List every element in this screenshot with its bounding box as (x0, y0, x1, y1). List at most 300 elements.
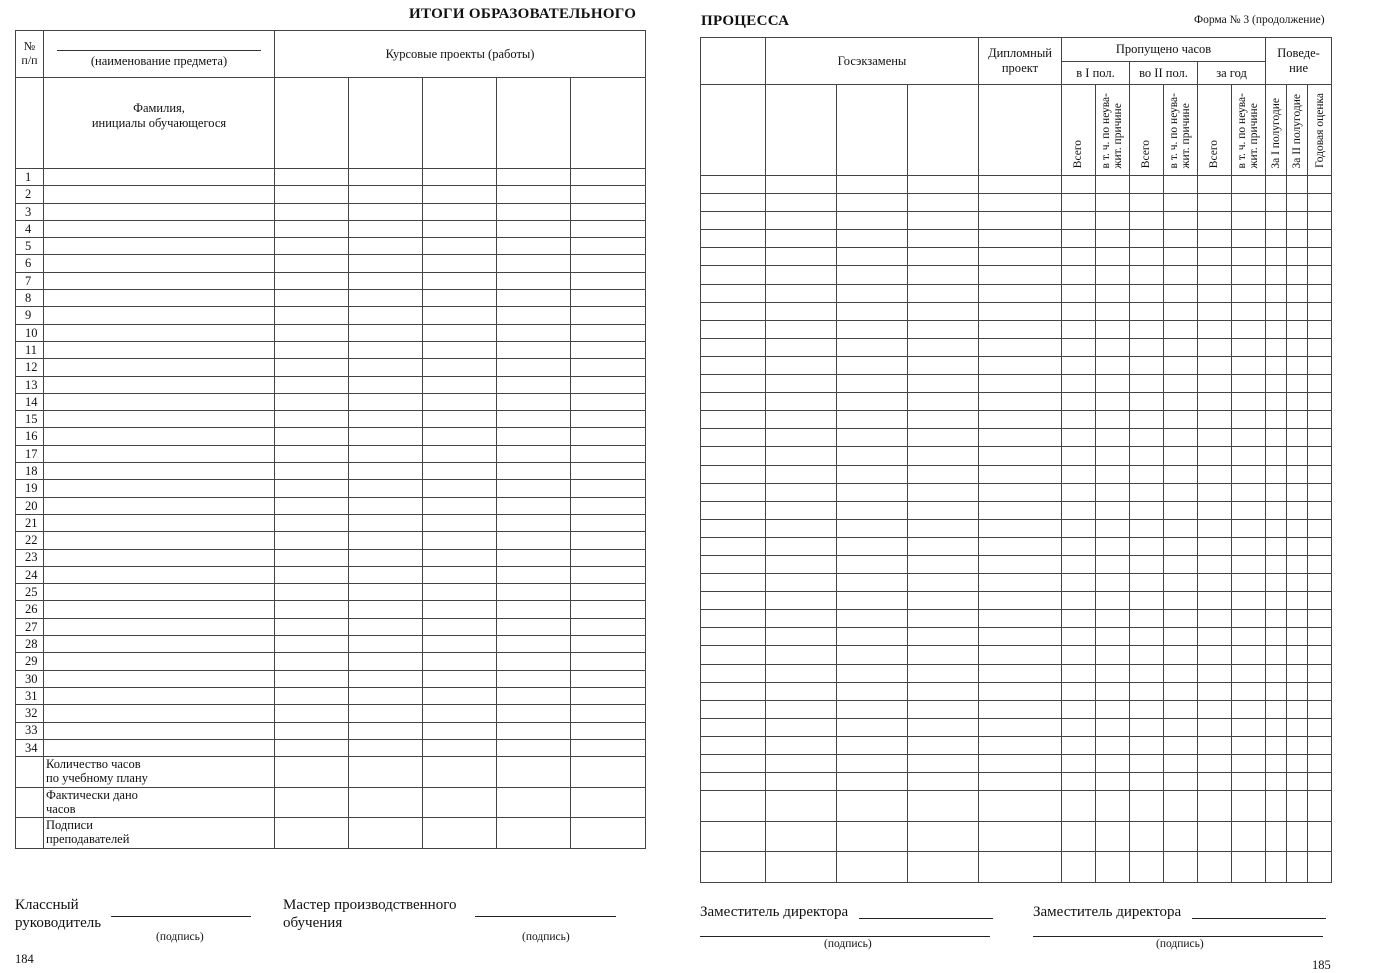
grade-cell[interactable] (1130, 302, 1164, 320)
grade-cell[interactable] (1130, 574, 1164, 592)
course-project-cell[interactable] (349, 428, 423, 445)
grade-cell[interactable] (837, 266, 908, 284)
grade-cell[interactable] (1062, 555, 1096, 573)
grade-cell[interactable] (1198, 592, 1232, 610)
grade-cell[interactable] (1130, 483, 1164, 501)
grade-cell[interactable] (1062, 852, 1096, 883)
student-name-cell[interactable] (44, 428, 275, 445)
grade-cell[interactable] (837, 736, 908, 754)
student-name-cell[interactable] (44, 169, 275, 186)
grade-cell[interactable] (1266, 574, 1287, 592)
grade-cell[interactable] (837, 519, 908, 537)
grade-cell[interactable] (1287, 248, 1308, 266)
course-project-cell[interactable] (349, 341, 423, 358)
grade-cell[interactable] (1287, 574, 1308, 592)
course-project-cell[interactable] (571, 618, 646, 635)
course-project-cell[interactable] (275, 445, 349, 462)
grade-cell[interactable] (1287, 212, 1308, 230)
grade-cell[interactable] (701, 429, 766, 447)
grade-cell[interactable] (1232, 447, 1266, 465)
grade-cell[interactable] (1198, 429, 1232, 447)
grade-cell[interactable] (837, 483, 908, 501)
course-project-cell[interactable] (497, 514, 571, 531)
grade-cell[interactable] (1096, 501, 1130, 519)
course-project-cell[interactable] (571, 272, 646, 289)
grade-cell[interactable] (1308, 248, 1332, 266)
grade-cell[interactable] (1287, 411, 1308, 429)
grade-cell[interactable] (979, 356, 1062, 374)
grade-cell[interactable] (1308, 194, 1332, 212)
course-project-cell[interactable] (497, 445, 571, 462)
course-project-cell[interactable] (275, 787, 349, 818)
grade-cell[interactable] (1096, 284, 1130, 302)
grade-cell[interactable] (1287, 483, 1308, 501)
grade-cell[interactable] (1164, 338, 1198, 356)
grade-cell[interactable] (1062, 791, 1096, 822)
grade-cell[interactable] (1130, 610, 1164, 628)
grade-cell[interactable] (908, 375, 979, 393)
course-project-cell[interactable] (423, 411, 497, 428)
grade-cell[interactable] (837, 393, 908, 411)
grade-cell[interactable] (908, 736, 979, 754)
grade-cell[interactable] (701, 411, 766, 429)
grade-cell[interactable] (1096, 555, 1130, 573)
grade-cell[interactable] (701, 266, 766, 284)
grade-cell[interactable] (1287, 537, 1308, 555)
grade-cell[interactable] (1130, 682, 1164, 700)
course-project-cell[interactable] (349, 787, 423, 818)
course-project-cell[interactable] (275, 341, 349, 358)
grade-cell[interactable] (1198, 501, 1232, 519)
grade-cell[interactable] (1232, 574, 1266, 592)
grade-cell[interactable] (1164, 320, 1198, 338)
course-project-cell[interactable] (497, 757, 571, 788)
grade-cell[interactable] (1062, 718, 1096, 736)
grade-cell[interactable] (1266, 284, 1287, 302)
grade-cell[interactable] (1062, 248, 1096, 266)
grade-cell[interactable] (1062, 736, 1096, 754)
grade-cell[interactable] (1287, 555, 1308, 573)
grade-cell[interactable] (1232, 302, 1266, 320)
grade-cell[interactable] (1096, 320, 1130, 338)
grade-cell[interactable] (1232, 375, 1266, 393)
grade-cell[interactable] (1062, 429, 1096, 447)
grade-cell[interactable] (1266, 338, 1287, 356)
grade-cell[interactable] (908, 537, 979, 555)
grade-cell[interactable] (1130, 628, 1164, 646)
course-project-cell[interactable] (349, 739, 423, 756)
grade-cell[interactable] (1198, 773, 1232, 791)
grade-cell[interactable] (979, 519, 1062, 537)
course-project-cell[interactable] (497, 566, 571, 583)
grade-cell[interactable] (1308, 519, 1332, 537)
grade-cell[interactable] (908, 320, 979, 338)
grade-cell[interactable] (1266, 791, 1287, 822)
grade-cell[interactable] (1062, 628, 1096, 646)
course-project-cell[interactable] (349, 307, 423, 324)
course-project-cell[interactable] (423, 238, 497, 255)
grade-cell[interactable] (1287, 176, 1308, 194)
grade-cell[interactable] (1287, 592, 1308, 610)
grade-cell[interactable] (1198, 555, 1232, 573)
grade-cell[interactable] (837, 700, 908, 718)
course-project-cell[interactable] (571, 359, 646, 376)
grade-cell[interactable] (1232, 411, 1266, 429)
grade-cell[interactable] (1062, 592, 1096, 610)
grade-cell[interactable] (908, 411, 979, 429)
grade-cell[interactable] (1266, 736, 1287, 754)
grade-cell[interactable] (701, 375, 766, 393)
course-project-cell[interactable] (497, 393, 571, 410)
grade-cell[interactable] (979, 447, 1062, 465)
course-project-cell[interactable] (571, 818, 646, 849)
grade-cell[interactable] (1164, 429, 1198, 447)
grade-cell[interactable] (908, 284, 979, 302)
grade-cell[interactable] (837, 411, 908, 429)
grade-cell[interactable] (1096, 537, 1130, 555)
course-project-cell[interactable] (497, 480, 571, 497)
course-project-cell[interactable] (571, 186, 646, 203)
student-name-cell[interactable] (44, 549, 275, 566)
grade-cell[interactable] (1308, 537, 1332, 555)
grade-cell[interactable] (1287, 773, 1308, 791)
course-project-cell[interactable] (349, 818, 423, 849)
grade-cell[interactable] (1164, 610, 1198, 628)
course-project-cell[interactable] (423, 818, 497, 849)
grade-cell[interactable] (837, 537, 908, 555)
student-name-cell[interactable] (44, 636, 275, 653)
grade-cell[interactable] (1266, 447, 1287, 465)
grade-cell[interactable] (1096, 411, 1130, 429)
grade-cell[interactable] (1308, 592, 1332, 610)
grade-cell[interactable] (1164, 852, 1198, 883)
grade-cell[interactable] (1198, 610, 1232, 628)
grade-cell[interactable] (701, 592, 766, 610)
course-project-cell[interactable] (275, 220, 349, 237)
grade-cell[interactable] (1130, 537, 1164, 555)
grade-cell[interactable] (979, 465, 1062, 483)
course-project-cell[interactable] (275, 272, 349, 289)
course-project-cell[interactable] (275, 636, 349, 653)
grade-cell[interactable] (1096, 592, 1130, 610)
course-project-cell[interactable] (349, 757, 423, 788)
grade-cell[interactable] (1232, 429, 1266, 447)
student-name-cell[interactable] (44, 722, 275, 739)
student-name-cell[interactable] (44, 480, 275, 497)
grade-cell[interactable] (766, 429, 837, 447)
grade-cell[interactable] (1096, 574, 1130, 592)
course-project-cell[interactable] (571, 220, 646, 237)
grade-cell[interactable] (837, 302, 908, 320)
grade-cell[interactable] (701, 501, 766, 519)
course-project-cell[interactable] (349, 601, 423, 618)
grade-cell[interactable] (1096, 212, 1130, 230)
grade-cell[interactable] (1287, 465, 1308, 483)
grade-cell[interactable] (979, 302, 1062, 320)
grade-cell[interactable] (1287, 852, 1308, 883)
grade-cell[interactable] (1062, 773, 1096, 791)
course-project-cell[interactable] (349, 445, 423, 462)
course-project-cell[interactable] (497, 78, 571, 169)
grade-cell[interactable] (1062, 465, 1096, 483)
course-project-cell[interactable] (423, 203, 497, 220)
course-project-cell[interactable] (275, 78, 349, 169)
course-project-cell[interactable] (349, 532, 423, 549)
grade-cell[interactable] (1096, 755, 1130, 773)
grade-cell[interactable] (1164, 501, 1198, 519)
student-name-cell[interactable] (44, 324, 275, 341)
deputy-director-signature-line-1b[interactable] (700, 936, 990, 937)
grade-cell[interactable] (908, 555, 979, 573)
grade-cell[interactable] (1232, 320, 1266, 338)
grade-cell[interactable] (1232, 821, 1266, 852)
grade-cell[interactable] (1198, 356, 1232, 374)
grade-cell[interactable] (1287, 375, 1308, 393)
grade-cell[interactable] (766, 791, 837, 822)
course-project-cell[interactable] (423, 739, 497, 756)
student-name-cell[interactable] (44, 220, 275, 237)
grade-cell[interactable] (837, 212, 908, 230)
grade-cell[interactable] (837, 852, 908, 883)
grade-cell[interactable] (837, 356, 908, 374)
grade-cell[interactable] (1266, 773, 1287, 791)
grade-cell[interactable] (1308, 852, 1332, 883)
grade-cell[interactable] (1198, 574, 1232, 592)
course-project-cell[interactable] (497, 238, 571, 255)
course-project-cell[interactable] (497, 376, 571, 393)
grade-cell[interactable] (1096, 852, 1130, 883)
grade-cell[interactable] (979, 411, 1062, 429)
course-project-cell[interactable] (497, 220, 571, 237)
grade-cell[interactable] (1130, 320, 1164, 338)
grade-cell[interactable] (1198, 230, 1232, 248)
grade-cell[interactable] (1130, 555, 1164, 573)
grade-cell[interactable] (837, 773, 908, 791)
student-name-cell[interactable] (44, 203, 275, 220)
grade-cell[interactable] (1062, 176, 1096, 194)
grade-cell[interactable] (701, 773, 766, 791)
student-name-cell[interactable] (44, 238, 275, 255)
grade-cell[interactable] (1130, 465, 1164, 483)
grade-cell[interactable] (1096, 646, 1130, 664)
course-project-cell[interactable] (571, 670, 646, 687)
grade-cell[interactable] (1062, 755, 1096, 773)
grade-cell[interactable] (701, 176, 766, 194)
grade-cell[interactable] (1198, 483, 1232, 501)
course-project-cell[interactable] (275, 238, 349, 255)
course-project-cell[interactable] (497, 532, 571, 549)
grade-cell[interactable] (837, 447, 908, 465)
course-project-cell[interactable] (571, 739, 646, 756)
course-project-cell[interactable] (423, 272, 497, 289)
grade-cell[interactable] (1232, 266, 1266, 284)
grade-cell[interactable] (1287, 320, 1308, 338)
grade-cell[interactable] (1062, 393, 1096, 411)
grade-cell[interactable] (1164, 356, 1198, 374)
grade-cell[interactable] (1130, 356, 1164, 374)
grade-cell[interactable] (1164, 773, 1198, 791)
grade-cell[interactable] (837, 375, 908, 393)
grade-cell[interactable] (701, 555, 766, 573)
grade-cell[interactable] (1198, 736, 1232, 754)
grade-cell[interactable] (1308, 646, 1332, 664)
grade-cell[interactable] (1266, 375, 1287, 393)
grade-cell[interactable] (1062, 700, 1096, 718)
course-project-cell[interactable] (349, 463, 423, 480)
grade-cell[interactable] (1164, 284, 1198, 302)
course-project-cell[interactable] (423, 186, 497, 203)
course-project-cell[interactable] (571, 584, 646, 601)
grade-cell[interactable] (701, 736, 766, 754)
grade-cell[interactable] (1232, 610, 1266, 628)
course-project-cell[interactable] (423, 445, 497, 462)
course-project-cell[interactable] (349, 514, 423, 531)
grade-cell[interactable] (701, 628, 766, 646)
course-project-cell[interactable] (571, 757, 646, 788)
grade-cell[interactable] (1130, 821, 1164, 852)
grade-cell[interactable] (1062, 284, 1096, 302)
course-project-cell[interactable] (349, 78, 423, 169)
course-project-cell[interactable] (571, 376, 646, 393)
grade-cell[interactable] (837, 248, 908, 266)
course-project-cell[interactable] (275, 549, 349, 566)
course-project-cell[interactable] (275, 653, 349, 670)
grade-cell[interactable] (766, 465, 837, 483)
course-project-cell[interactable] (275, 584, 349, 601)
grade-cell[interactable] (1164, 230, 1198, 248)
grade-cell[interactable] (1266, 212, 1287, 230)
grade-cell[interactable] (1130, 375, 1164, 393)
grade-cell[interactable] (837, 755, 908, 773)
grade-cell[interactable] (1096, 194, 1130, 212)
grade-cell[interactable] (1287, 682, 1308, 700)
grade-cell[interactable] (766, 773, 837, 791)
grade-cell[interactable] (1164, 411, 1198, 429)
course-project-cell[interactable] (423, 78, 497, 169)
grade-cell[interactable] (1308, 755, 1332, 773)
grade-cell[interactable] (908, 338, 979, 356)
grade-cell[interactable] (908, 682, 979, 700)
grade-cell[interactable] (1096, 176, 1130, 194)
grade-cell[interactable] (1062, 537, 1096, 555)
grade-cell[interactable] (1266, 519, 1287, 537)
grade-cell[interactable] (1096, 429, 1130, 447)
course-project-cell[interactable] (497, 787, 571, 818)
course-project-cell[interactable] (571, 636, 646, 653)
grade-cell[interactable] (1266, 266, 1287, 284)
course-project-cell[interactable] (497, 341, 571, 358)
grade-cell[interactable] (979, 537, 1062, 555)
course-project-cell[interactable] (275, 670, 349, 687)
grade-cell[interactable] (1164, 736, 1198, 754)
course-project-cell[interactable] (275, 203, 349, 220)
grade-cell[interactable] (766, 501, 837, 519)
course-project-cell[interactable] (497, 169, 571, 186)
grade-cell[interactable] (1232, 483, 1266, 501)
grade-cell[interactable] (1198, 821, 1232, 852)
grade-cell[interactable] (1096, 610, 1130, 628)
course-project-cell[interactable] (497, 653, 571, 670)
grade-cell[interactable] (1308, 393, 1332, 411)
course-project-cell[interactable] (571, 653, 646, 670)
grade-cell[interactable] (979, 555, 1062, 573)
course-project-cell[interactable] (275, 514, 349, 531)
course-project-cell[interactable] (571, 307, 646, 324)
grade-cell[interactable] (837, 194, 908, 212)
grade-cell[interactable] (979, 212, 1062, 230)
grade-cell[interactable] (1232, 555, 1266, 573)
grade-cell[interactable] (1198, 176, 1232, 194)
grade-cell[interactable] (766, 664, 837, 682)
course-project-cell[interactable] (349, 359, 423, 376)
course-project-cell[interactable] (423, 324, 497, 341)
grade-cell[interactable] (701, 393, 766, 411)
grade-cell[interactable] (1062, 664, 1096, 682)
course-project-cell[interactable] (349, 220, 423, 237)
course-project-cell[interactable] (571, 514, 646, 531)
grade-cell[interactable] (1266, 592, 1287, 610)
grade-cell[interactable] (908, 447, 979, 465)
course-project-cell[interactable] (423, 480, 497, 497)
grade-cell[interactable] (1308, 574, 1332, 592)
course-project-cell[interactable] (423, 653, 497, 670)
grade-cell[interactable] (908, 266, 979, 284)
grade-cell[interactable] (908, 773, 979, 791)
course-project-cell[interactable] (349, 497, 423, 514)
grade-cell[interactable] (1130, 284, 1164, 302)
grade-cell[interactable] (1266, 718, 1287, 736)
course-project-cell[interactable] (349, 653, 423, 670)
grade-cell[interactable] (766, 248, 837, 266)
grade-cell[interactable] (1130, 592, 1164, 610)
grade-cell[interactable] (1308, 230, 1332, 248)
grade-cell[interactable] (1130, 700, 1164, 718)
course-project-cell[interactable] (423, 757, 497, 788)
grade-cell[interactable] (1266, 852, 1287, 883)
grade-cell[interactable] (701, 230, 766, 248)
course-project-cell[interactable] (275, 428, 349, 445)
grade-cell[interactable] (979, 821, 1062, 852)
course-project-cell[interactable] (275, 255, 349, 272)
grade-cell[interactable] (1062, 501, 1096, 519)
course-project-cell[interactable] (349, 324, 423, 341)
grade-cell[interactable] (1164, 718, 1198, 736)
grade-cell[interactable] (1287, 230, 1308, 248)
deputy-director-signature-line-1a[interactable] (859, 918, 993, 919)
course-project-cell[interactable] (349, 238, 423, 255)
grade-cell[interactable] (908, 700, 979, 718)
grade-cell[interactable] (979, 852, 1062, 883)
subject-name-field[interactable] (44, 31, 275, 78)
grade-cell[interactable] (1062, 194, 1096, 212)
grade-cell[interactable] (979, 375, 1062, 393)
grade-cell[interactable] (1096, 519, 1130, 537)
course-project-cell[interactable] (497, 463, 571, 480)
course-project-cell[interactable] (497, 739, 571, 756)
course-project-cell[interactable] (275, 566, 349, 583)
grade-cell[interactable] (1198, 320, 1232, 338)
grade-cell[interactable] (908, 356, 979, 374)
course-project-cell[interactable] (423, 376, 497, 393)
grade-cell[interactable] (979, 700, 1062, 718)
grade-cell[interactable] (1198, 411, 1232, 429)
course-project-cell[interactable] (571, 78, 646, 169)
grade-cell[interactable] (701, 821, 766, 852)
course-project-cell[interactable] (349, 290, 423, 307)
student-name-cell[interactable] (44, 618, 275, 635)
course-project-cell[interactable] (497, 290, 571, 307)
course-project-cell[interactable] (423, 428, 497, 445)
